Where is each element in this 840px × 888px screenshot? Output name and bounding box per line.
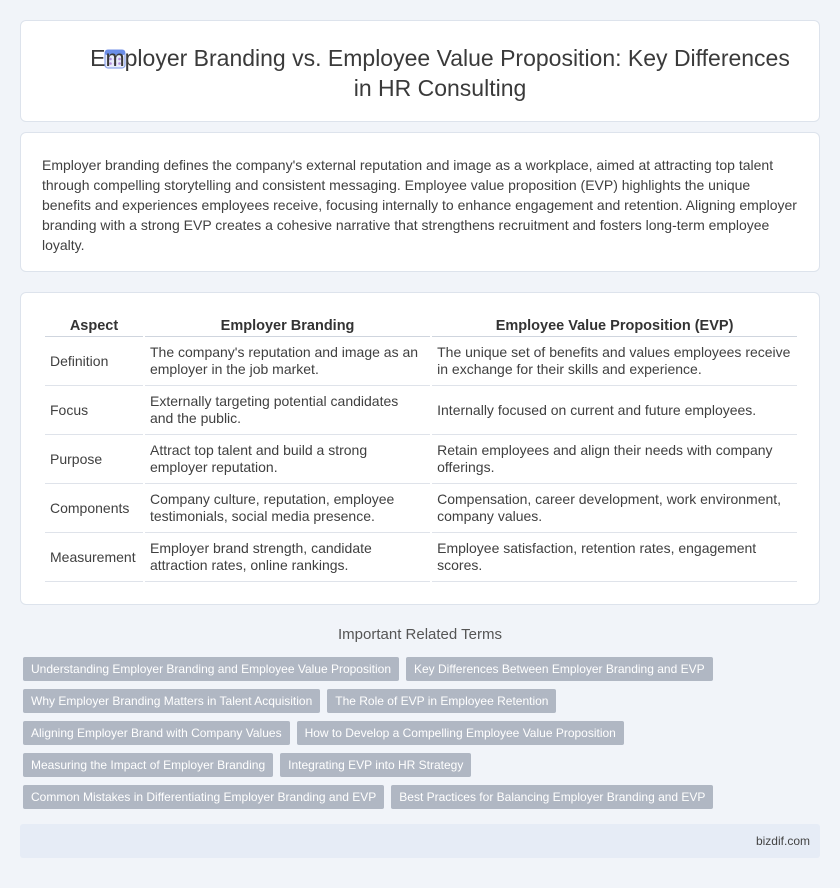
related-term-link[interactable]: Understanding Employer Branding and Employee Value Proposition <box>23 657 399 681</box>
row-aspect: Definition <box>45 337 143 386</box>
tag-row <box>23 785 823 817</box>
row-aspect: Measurement <box>45 533 143 582</box>
row-employer-branding: Attract top talent and build a strong employer reputation. <box>145 435 430 484</box>
title-card <box>20 20 820 122</box>
related-term-link[interactable]: Integrating EVP into HR Strategy <box>280 753 471 777</box>
site-name[interactable]: bizdif.com <box>755 834 810 848</box>
tag-row <box>23 689 823 721</box>
table-row <box>45 386 797 435</box>
related-term-link[interactable]: Measuring the Impact of Employer Branding <box>23 753 273 777</box>
table-row <box>45 533 797 582</box>
row-evp: The unique set of benefits and values employees receive in exchange for their skills and experience. <box>432 337 797 386</box>
row-evp: Employee satisfaction, retention rates, engagement scores. <box>432 533 797 582</box>
related-term-link[interactable]: Key Differences Between Employer Branding and EVP <box>406 657 713 681</box>
row-evp: Internally focused on current and future employees. <box>432 386 797 435</box>
header-aspect: Aspect <box>45 317 143 337</box>
intro-paragraph: Employer branding defines the company's external reputation and image as a workplace, aimed at attracting top talent through compelling storytelling and consistent messaging. Employee value proposition (EVP) highlights the unique benefits and experiences employees receive, focusing internally to enhance engagement and retention. Aligning employer branding with a strong EVP creates a cohesive narrative that strengthens recruitment and fosters long-term employee loyalty. <box>42 157 797 253</box>
row-employer-branding: Externally targeting potential candidates and the public. <box>145 386 430 435</box>
tag-row <box>23 657 823 689</box>
footer <box>20 824 820 858</box>
row-evp: Retain employees and align their needs with company offerings. <box>432 435 797 484</box>
row-employer-branding: The company's reputation and image as an employer in the job market. <box>145 337 430 386</box>
related-term-link[interactable]: The Role of EVP in Employee Retention <box>327 689 556 713</box>
related-term-link[interactable]: Common Mistakes in Differentiating Employer Branding and EVP <box>23 785 384 809</box>
header-employer-branding: Employer Branding <box>145 317 430 337</box>
row-employer-branding: Company culture, reputation, employee testimonials, social media presence. <box>145 484 430 533</box>
related-term-link[interactable]: How to Develop a Compelling Employee Value Proposition <box>297 721 624 745</box>
comparison-table <box>43 317 799 582</box>
table-row <box>45 484 797 533</box>
row-aspect: Purpose <box>45 435 143 484</box>
row-aspect: Components <box>45 484 143 533</box>
table-row <box>45 337 797 386</box>
intro-card <box>20 132 820 272</box>
related-term-link[interactable]: Why Employer Branding Matters in Talent Acquisition <box>23 689 320 713</box>
row-evp: Compensation, career development, work environment, company values. <box>432 484 797 533</box>
related-term-link[interactable]: Aligning Employer Brand with Company Values <box>23 721 290 745</box>
table-row <box>45 435 797 484</box>
tag-row <box>23 753 823 785</box>
tag-row <box>23 721 823 753</box>
page-title: Employer Branding vs. Employee Value Proposition: Key Differences in HR Consulting <box>90 45 790 101</box>
comparison-card <box>20 292 820 605</box>
table-header-row <box>45 317 797 337</box>
related-terms-heading: Important Related Terms <box>338 626 502 643</box>
related-term-link[interactable]: Best Practices for Balancing Employer Branding and EVP <box>391 785 713 809</box>
related-terms-list <box>23 657 823 817</box>
row-employer-branding: Employer brand strength, candidate attraction rates, online rankings. <box>145 533 430 582</box>
row-aspect: Focus <box>45 386 143 435</box>
header-evp: Employee Value Proposition (EVP) <box>432 317 797 337</box>
